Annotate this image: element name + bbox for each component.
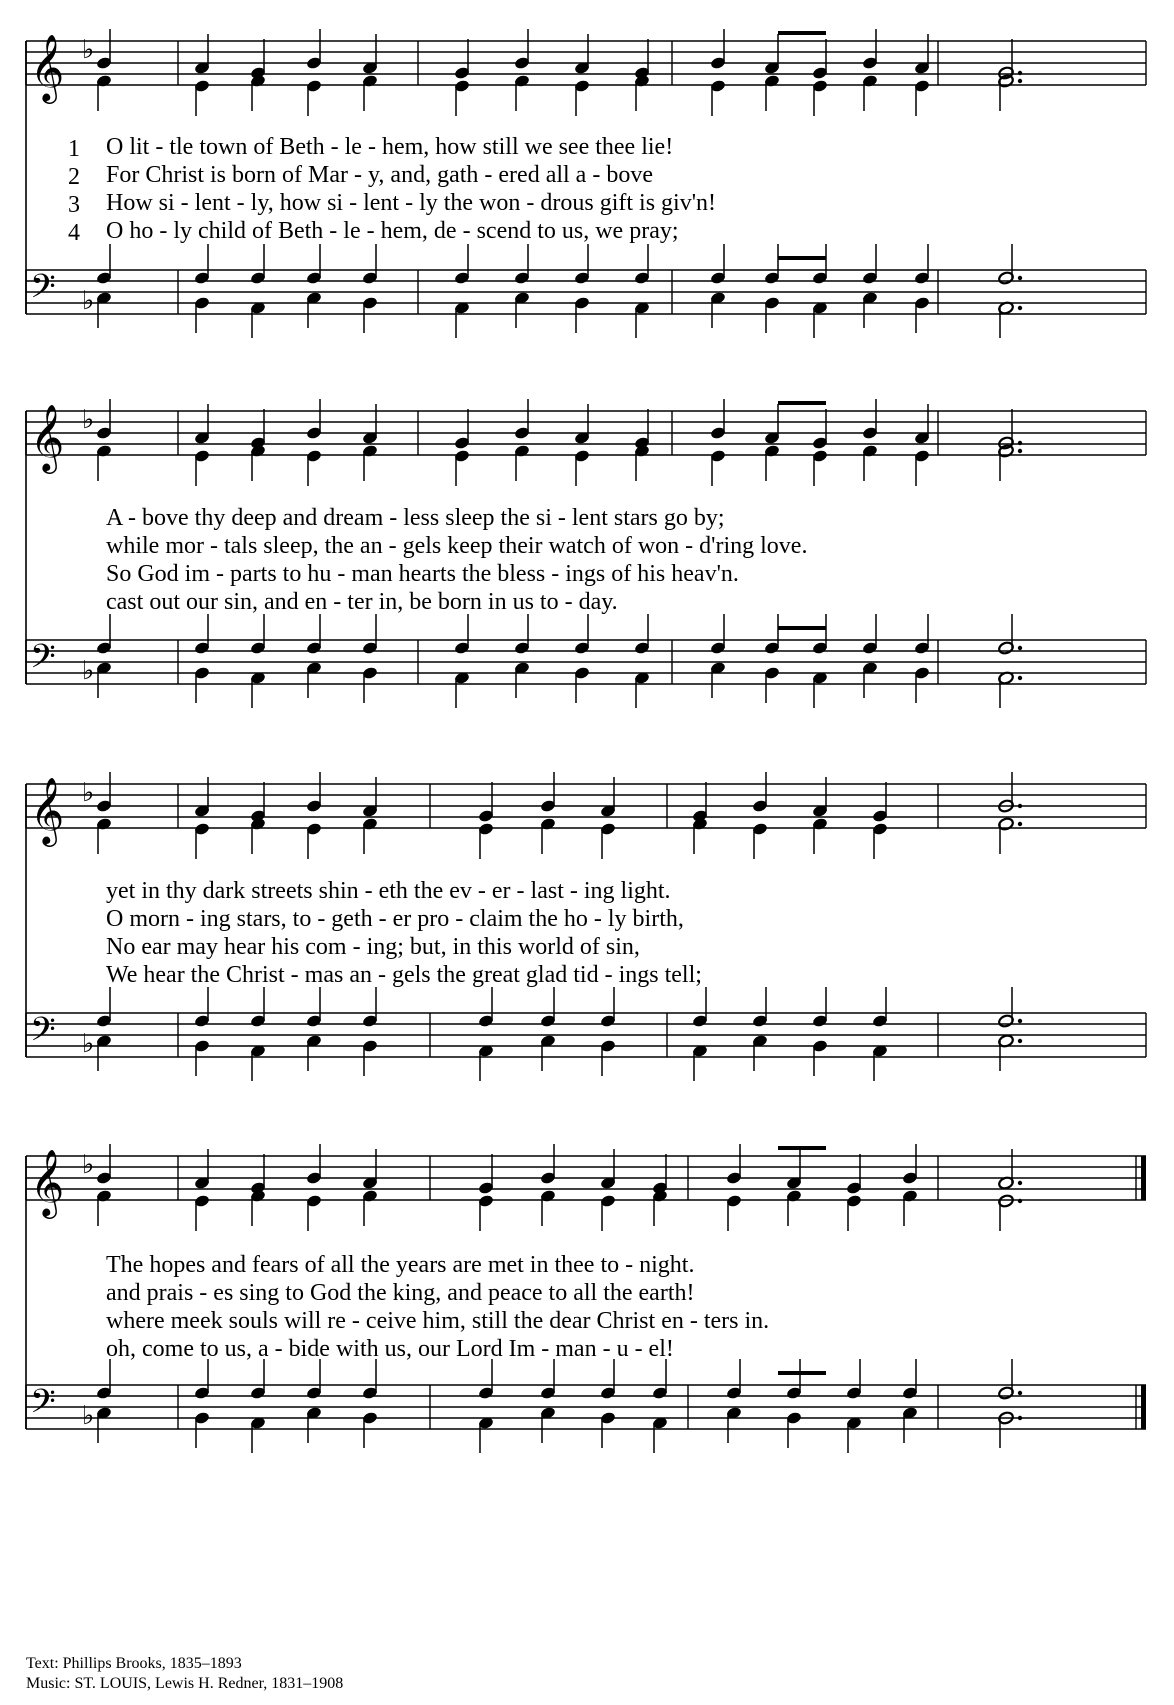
dot [1018, 1039, 1022, 1043]
beam [778, 256, 826, 260]
flat-icon: ♭ [82, 778, 95, 808]
verse-4-line-system-1: 4 [68, 220, 80, 246]
treble-clef-icon: 𝄞 [30, 776, 65, 844]
flat-icon: ♭ [82, 286, 95, 316]
flat-icon: ♭ [82, 35, 95, 65]
verse-3-text-system-3: No ear may hear his com - ing; but, in this world of sin, [106, 934, 640, 960]
verse-1-text-system-3: yet in thy dark streets shin - eth the ev - er - last - ing light. [106, 878, 671, 904]
beam [778, 626, 826, 630]
dot [1018, 79, 1022, 83]
verse-1-text-system-1: O lit - tle town of Beth - le - hem, how still we see thee lie! [106, 134, 674, 160]
verse-1-line-system-1: 1 [68, 136, 80, 162]
beam [778, 1146, 826, 1150]
verse-1-text-system-4: The hopes and fears of all the years are met in thee to - night. [106, 1252, 695, 1278]
final-bar-thick [1141, 1385, 1146, 1429]
verse-3-text-system-2: So God im - parts to hu - man hearts the bless - ings of his heav'n. [106, 561, 739, 587]
verse-2-line-system-1: 2 [68, 164, 80, 190]
dot [1018, 1391, 1022, 1395]
verse-3-line-system-1: 3 [68, 192, 80, 218]
flat-icon: ♭ [82, 405, 95, 435]
final-bar-thick [1141, 1156, 1146, 1200]
verse-2-text-system-1: For Christ is born of Mar - y, and, gath - ered all a - bove [106, 162, 653, 188]
treble-clef-icon: 𝄞 [30, 1148, 65, 1216]
verse-4-text-system-2: cast out our sin, and en - ter in, be born in us to - day. [106, 589, 618, 615]
verse-3-text-system-4: where meek souls will re - ceive him, still the dear Christ en - ters in. [106, 1308, 770, 1334]
flat-icon: ♭ [82, 1029, 95, 1059]
dot [1018, 1199, 1022, 1203]
dot [1018, 71, 1022, 75]
verse-2-text-system-4: and prais - es sing to God the king, and peace to all the earth! [106, 1280, 695, 1306]
beam [778, 31, 826, 35]
flat-icon: ♭ [82, 1150, 95, 1180]
verse-2-text-system-2: while mor - tals sleep, the an - gels keep their watch of won - d'ring love. [106, 533, 808, 559]
verse-4-text-system-3: We hear the Christ - mas an - gels the great glad tid - ings tell; [106, 962, 702, 988]
dot [1018, 676, 1022, 680]
beam [778, 1371, 826, 1375]
verse-3-text-system-1: How si - lent - ly, how si - lent - ly the won - drous gift is giv'n! [106, 190, 717, 216]
treble-clef-icon: 𝄞 [30, 33, 65, 101]
flat-icon: ♭ [82, 1401, 95, 1431]
dot [1018, 646, 1022, 650]
dot [1018, 306, 1022, 310]
text-credit: Text: Phillips Brooks, 1835–1893 [26, 1655, 242, 1672]
music-credit: Music: ST. LOUIS, Lewis H. Redner, 1831–1908 [26, 1675, 344, 1692]
treble-clef-icon: 𝄞 [30, 403, 65, 471]
bass-clef-icon: 𝄢 [30, 1383, 56, 1429]
bass-clef-icon: 𝄢 [30, 1011, 56, 1057]
dot [1018, 804, 1022, 808]
dot [1018, 1416, 1022, 1420]
verse-1-text-system-2: A - bove thy deep and dream - less sleep the si - lent stars go by; [106, 505, 725, 531]
dot [1018, 822, 1022, 826]
dot [1018, 441, 1022, 445]
dot [1018, 1181, 1022, 1185]
verse-4-text-system-4: oh, come to us, a - bide with us, our Lord Im - man - u - el! [106, 1336, 674, 1362]
verse-4-text-system-1: O ho - ly child of Beth - le - hem, de - scend to us, we pray; [106, 218, 679, 244]
bass-clef-icon: 𝄢 [30, 268, 56, 314]
dot [1018, 449, 1022, 453]
dot [1018, 1019, 1022, 1023]
beam [778, 401, 826, 405]
flat-icon: ♭ [82, 656, 95, 686]
dot [1018, 276, 1022, 280]
verse-2-text-system-3: O morn - ing stars, to - geth - er pro - claim the ho - ly birth, [106, 906, 684, 932]
bass-clef-icon: 𝄢 [30, 638, 56, 684]
